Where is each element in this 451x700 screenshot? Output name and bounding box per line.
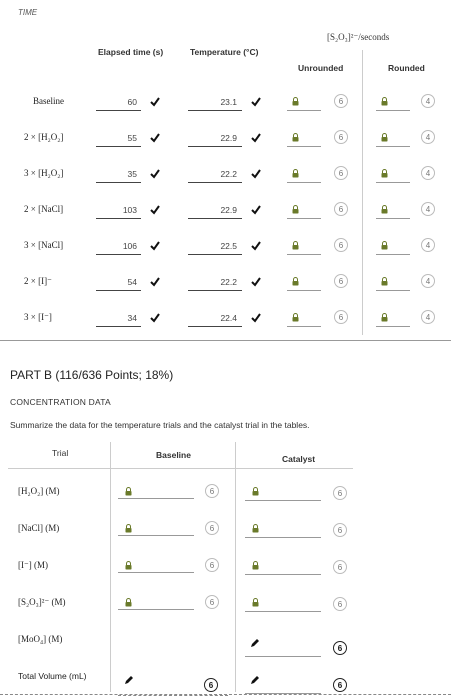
check-icon [150, 205, 160, 215]
catalyst-underline [245, 611, 321, 612]
temperature-value: 22.9 [220, 205, 237, 215]
rounded-underline [376, 146, 410, 147]
catalyst-value-badge[interactable]: 6 [333, 486, 347, 500]
check-icon [150, 313, 160, 323]
lock-icon [292, 169, 299, 178]
baseline-value-badge[interactable]: 6 [205, 595, 219, 609]
row-label: Baseline [33, 96, 64, 106]
temperature-value: 22.9 [220, 133, 237, 143]
unrounded-value-badge[interactable]: 6 [334, 130, 348, 144]
lock-icon [381, 241, 388, 250]
lock-icon [125, 487, 132, 496]
lock-icon [381, 133, 388, 142]
unrounded-value-badge[interactable]: 6 [334, 274, 348, 288]
unrounded-underline [287, 110, 321, 111]
unrounded-value-badge[interactable]: 6 [334, 166, 348, 180]
rounded-value-badge[interactable]: 4 [421, 130, 435, 144]
rounded-value-badge[interactable]: 4 [421, 274, 435, 288]
column-divider [362, 50, 363, 335]
elapsed-value: 34 [127, 313, 137, 323]
check-icon [150, 169, 160, 179]
check-icon [251, 241, 261, 251]
row-label: Total Volume (mL) [18, 671, 87, 681]
unrounded-header: Unrounded [298, 63, 344, 73]
lock-icon [125, 598, 132, 607]
row-label: [H₂O₂] (M) [18, 486, 60, 496]
baseline-underline [118, 609, 194, 610]
check-icon [150, 133, 160, 143]
check-icon [251, 277, 261, 287]
trial-header: Trial [52, 448, 69, 458]
row-label: [MoO₄] (M) [18, 634, 63, 644]
baseline-underline [118, 535, 194, 536]
lock-icon [252, 524, 259, 533]
elapsed-header: Elapsed time (s) [98, 47, 164, 57]
catalyst-value-badge[interactable]: 6 [333, 641, 347, 655]
temperature-underline [188, 326, 242, 327]
catalyst-underline [245, 574, 321, 575]
elapsed-underline [96, 326, 141, 327]
lock-icon [252, 598, 259, 607]
temperature-value: 23.1 [220, 97, 237, 107]
rounded-value-badge[interactable]: 4 [421, 238, 435, 252]
catalyst-underline [245, 500, 321, 501]
elapsed-value: 103 [122, 205, 137, 215]
unrounded-underline [287, 182, 321, 183]
lock-icon [292, 241, 299, 250]
row-label: [I⁻] (M) [18, 560, 48, 570]
lock-icon [252, 487, 259, 496]
unrounded-underline [287, 218, 321, 219]
rounded-underline [376, 254, 410, 255]
unrounded-underline [287, 290, 321, 291]
row-label: 3 × [I⁻] [24, 312, 52, 322]
elapsed-underline [96, 110, 141, 111]
temperature-underline [188, 146, 242, 147]
unrounded-value-badge[interactable]: 6 [334, 94, 348, 108]
check-icon [150, 97, 160, 107]
lock-icon [381, 205, 388, 214]
rounded-value-badge[interactable]: 4 [421, 310, 435, 324]
row-label: 2 × [H₂O₂] [24, 132, 64, 142]
pencil-icon[interactable] [124, 672, 134, 682]
elapsed-value: 55 [127, 133, 137, 143]
temperature-value: 22.2 [220, 277, 237, 287]
lock-icon [252, 561, 259, 570]
pencil-icon[interactable] [250, 635, 260, 645]
check-icon [251, 313, 261, 323]
elapsed-value: 35 [127, 169, 137, 179]
partb-title: PART B (116/636 Points; 18%) [10, 368, 174, 382]
catalyst-value-badge[interactable]: 6 [333, 678, 347, 692]
section-title: CONCENTRATION DATA [10, 397, 111, 407]
elapsed-underline [96, 290, 141, 291]
rounded-underline [376, 290, 410, 291]
elapsed-value: 106 [122, 241, 137, 251]
catalyst-value-badge[interactable]: 6 [333, 560, 347, 574]
row-label: 3 × [NaCl] [24, 240, 64, 250]
check-icon [150, 241, 160, 251]
baseline-header: Baseline [156, 450, 191, 460]
unrounded-value-badge[interactable]: 6 [334, 310, 348, 324]
rounded-underline [376, 182, 410, 183]
elapsed-underline [96, 182, 141, 183]
temperature-underline [188, 110, 242, 111]
check-icon [251, 133, 261, 143]
lock-icon [292, 313, 299, 322]
header-rule [8, 468, 353, 469]
unrounded-underline [287, 254, 321, 255]
temperature-underline [188, 254, 242, 255]
rounded-underline [376, 218, 410, 219]
row-label: 2 × [I]⁻ [24, 276, 52, 286]
catalyst-underline [245, 537, 321, 538]
unrounded-value-badge[interactable]: 6 [334, 238, 348, 252]
column-divider [110, 442, 111, 692]
baseline-value-badge[interactable]: 6 [204, 678, 218, 692]
lock-icon [381, 97, 388, 106]
catalyst-value-badge[interactable]: 6 [333, 523, 347, 537]
check-icon [150, 277, 160, 287]
elapsed-underline [96, 254, 141, 255]
catalyst-header: Catalyst [282, 454, 316, 464]
check-icon [251, 205, 261, 215]
lock-icon [292, 97, 299, 106]
rounded-value-badge[interactable]: 4 [421, 166, 435, 180]
check-icon [251, 97, 261, 107]
lock-icon [292, 205, 299, 214]
column-divider [235, 442, 236, 692]
baseline-value-badge[interactable]: 6 [205, 484, 219, 498]
elapsed-underline [96, 146, 141, 147]
rounded-value-badge[interactable]: 4 [421, 202, 435, 216]
elapsed-value: 54 [127, 277, 137, 287]
baseline-value-badge[interactable]: 6 [205, 558, 219, 572]
rounded-underline [376, 326, 410, 327]
elapsed-underline [96, 218, 141, 219]
s2o3-header: [S₂O₃]²⁻/seconds [327, 32, 390, 42]
time-label: TIME [18, 8, 38, 17]
baseline-underline [118, 572, 194, 573]
lock-icon [292, 277, 299, 286]
bottom-dashed-rule [0, 694, 451, 695]
baseline-underline [118, 695, 228, 696]
temperature-value: 22.2 [220, 169, 237, 179]
temperature-underline [188, 182, 242, 183]
lock-icon [381, 277, 388, 286]
lock-icon [292, 133, 299, 142]
unrounded-underline [287, 146, 321, 147]
lock-icon [381, 169, 388, 178]
instruction-text: Summarize the data for the temperature trials and the catalyst trial in the tables. [10, 420, 310, 430]
lock-icon [125, 524, 132, 533]
row-label: [NaCl] (M) [18, 523, 60, 533]
temperature-underline [188, 218, 242, 219]
unrounded-value-badge[interactable]: 6 [334, 202, 348, 216]
rounded-underline [376, 110, 410, 111]
check-icon [251, 169, 261, 179]
temperature-underline [188, 290, 242, 291]
rounded-header: Rounded [388, 63, 425, 73]
baseline-underline [118, 498, 194, 499]
section-divider [0, 340, 451, 341]
row-label: [S₂O₃]²⁻ (M) [18, 597, 66, 607]
lock-icon [381, 313, 388, 322]
unrounded-underline [287, 326, 321, 327]
row-label: 3 × [H₂O₂] [24, 168, 64, 178]
elapsed-value: 60 [127, 97, 137, 107]
lock-icon [125, 561, 132, 570]
temperature-value: 22.5 [220, 241, 237, 251]
baseline-value-badge[interactable]: 6 [205, 521, 219, 535]
temperature-header: Temperature (°C) [190, 47, 259, 57]
catalyst-value-badge[interactable]: 6 [333, 597, 347, 611]
catalyst-underline [245, 656, 321, 657]
pencil-icon[interactable] [250, 672, 260, 682]
temperature-value: 22.4 [220, 313, 237, 323]
rounded-value-badge[interactable]: 4 [421, 94, 435, 108]
row-label: 2 × [NaCl] [24, 204, 64, 214]
